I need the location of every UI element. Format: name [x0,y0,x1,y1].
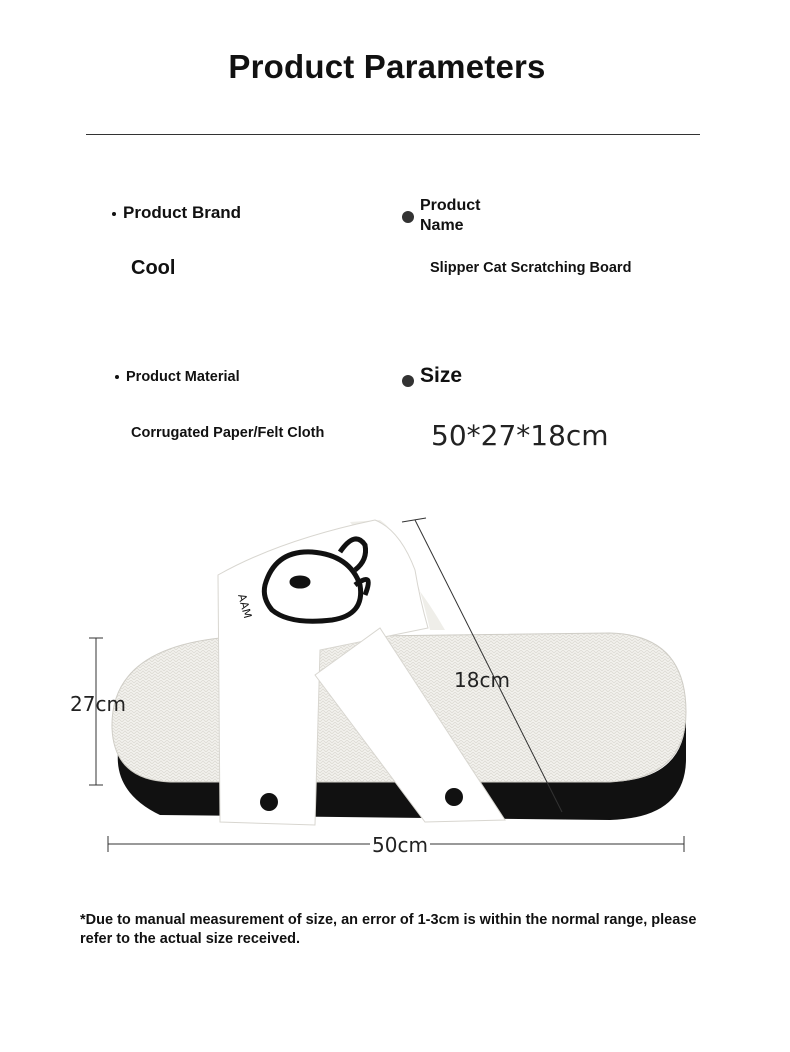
measurement-note: *Due to manual measurement of size, an error of 1-3cm is within the normal range, please refer to the actual size received. [80,912,697,947]
size-label: Size [420,364,463,387]
brand-label-text: Product Brand [123,203,242,222]
depth-dimension: 18cm [454,668,510,692]
length-dimension: 50cm [372,833,428,857]
page-title: Product Parameters [228,48,546,85]
material-value: Corrugated Paper/Felt Cloth [131,425,325,441]
title-divider [86,134,700,135]
name-value: Slipper Cat Scratching Board [430,260,632,276]
snap-right [445,788,463,806]
snap-left [260,793,278,811]
bullet-icon [112,212,116,216]
bullet-icon [402,210,414,228]
slipper-illustration [50,500,740,870]
brand-label [112,203,241,223]
bullet-icon [115,375,119,379]
size-value: 50*27*18cm [431,419,609,452]
name-label: Product Name [420,197,481,234]
bullet-icon [402,374,414,392]
height-dimension: 27cm [70,692,126,716]
material-label-text: Product Material [126,369,240,385]
brand-value: Cool [131,257,176,279]
material-label [115,369,240,385]
svg-text:AAM: AAM [235,592,255,620]
